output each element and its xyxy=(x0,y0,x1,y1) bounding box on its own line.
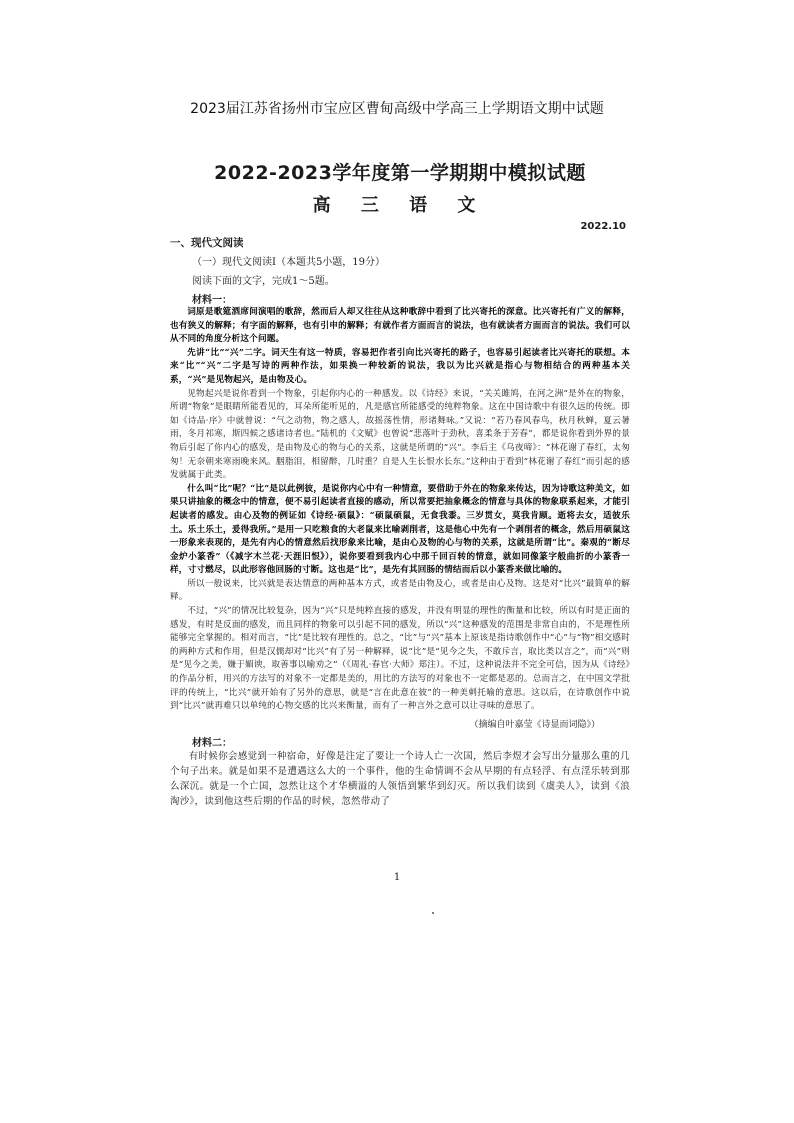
citation: （摘编自叶嘉莹《诗显而词隐》） xyxy=(469,719,600,730)
material-1-paragraph: 什么叫“比”呢？“比”是以此例彼，是说你内心中有一种情意，要借助于外在的物象来传达，因为诗歌这种美文，如果只讲抽象的概念中的情意，便不易引起读者直接的感动，所以常要把抽象概念的情意与具体的物象联系起来，才能引起读者的感发。由心及物的例证如《诗经·硕鼠》：“硕鼠硕鼠，无食我黍。三岁贯女，莫我肯顾。逝将去女，适彼乐土。乐土乐土，爰得我所。”是用一只吃粮食的大老鼠来比喻剥削者，这是他心中先有一个剥削者的概念，然后用硕鼠这一形象来表现的，是先有内心的情意然后找形象来比喻，是由心及物的心与物的关系，这就是所谓“比”。秦观的“断尽金炉小篆香”（《减字木兰花·天涯旧恨》），说你要看到我内心中那千回百转的情意，就如同像篆字般曲折的小篆香一样，寸寸燃尽，以此形容他回肠的寸断。这也是“比”，是先有其回肠的情结而后以小篆香来做比喻的。 xyxy=(170,483,630,576)
page-number: 1 xyxy=(393,872,401,883)
material-1-paragraph: 所以一般说来，比兴就是表达情意的两种基本方式，或者是由物及心，或者是由心及物。这是对“比兴”最简单的解释。 xyxy=(170,578,630,603)
document-header-title: 2023届江苏省扬州市宝应区曹甸高级中学高三上学期语文期中试题 xyxy=(190,101,604,117)
material-1-paragraph: 见物起兴是说你看到一个物象，引起你内心的一种感发。以《诗经》来说，“关关雎鸠，在河之洲”是外在的物象，所谓“物象”是眼睛所能看见的，耳朵所能听见的，凡是感官所能感受的纯粹物象。这在中国诗歌中有很久远的传统。即如《诗品·序》中就曾说：“气之动物，物之感人，故摇荡性情，形诸舞咏。”又说：“若乃春风春鸟，秋月秋蝉，夏云暑雨，冬月祁寒，斯四候之感诸诗者也。”陆机的《文赋》也曾说“悲落叶于劲秋，喜柔条于芳春”，都是说你看到外界的景物后引起了你内心的感发，是由物及心的物与心的关系，这就是所谓的“兴”。李后主《乌夜啼》：“林花谢了春红，太匆匆！无奈朝来寒雨晚来风。胭脂泪，相留醉，几时重？自是人生长恨水长东。”这种由于看到“林花谢了春红”而引起的感发就属于此类。 xyxy=(170,388,630,481)
material-1-label: 材料一： xyxy=(192,295,232,306)
material-2-label: 材料二： xyxy=(192,737,232,749)
material-1-paragraph: 不过，“兴”的情况比较复杂，因为“兴”只是纯粹直接的感发，并没有明显的理性的衡量和比较，所以有时是正面的感发，有时是反面的感发，而且同样的物象可以引起不同的感发，所以“兴”这种感发的范围是非常自由的，不是理性所能够完全掌握的。相对而言，“比”是比较有理性的。总之，“比”与“兴”基本上原该是指诗歌创作中“心”与“物”相交感时的两种方式和作用，但是汉儒却对“比兴”有了另一种解释，说“比”是“见今之失，不敢斥言，取比类以言之”，而“兴”则是“见今之美，嫌于媚谀，取善事以喻劝之”（《周礼·春官·大师》郑注）。不过，这种说法并不完全可信，因为从《诗经》的作品分析，用兴的方法写的对象不一定都是美的，用比的方法写的对象也不一定都是恶的。总而言之，在中国文学批评的传统上，“比兴”就开始有了另外的意思，就是“言在此意在彼”的一种美刺托喻的意思。这以后，在诗歌创作中说到“比兴”就再难只以单纯的心物交感的比兴来衡量，而有了一种言外之意可以让寻味的意思了。 xyxy=(170,606,630,712)
material-1-paragraph: 先讲“比”“兴”二字。词天生有这一特质，容易把作者引向比兴寄托的路子，也容易引起读者比兴寄托的联想。本来“比”“兴”二字是写诗的两种作法，如果换一种较新的说法，我以为比兴就是指心与物相结合的两种基本关系，“兴”是见物起兴，是由物及心。 xyxy=(170,347,630,385)
instruction-text: 阅读下面的文字，完成1～5题。 xyxy=(192,276,335,287)
material-2-paragraph: 有时候你会感觉到一种宿命，好像是注定了要让一个诗人亡一次国，然后李煜才会写出分量那么重的几个句子出来。就是如果不是遭遇这么大的一个事件，他的生命情调不会从早期的有点轻浮、有点淫乐转到那么深沉。就是一个亡国，忽然让这个才华横溢的人领悟到繁华到幻灭。所以我们读到《虞美人》，读到《浪淘沙》，读到他这些后期的作品的时候，忽然带动了 xyxy=(170,750,630,807)
scanned-page xyxy=(170,150,630,809)
material-1-paragraph: 词原是歌筵酒席间演唱的歌辞，然而后人却又往往从这种歌辞中看到了比兴寄托的深意。比兴寄托有广义的解释，也有狭义的解释；有字面的解释，也有引申的解释；有就作者方面而言的说法，也有就读者方面而言的说法。我们可以从不同的角度分析这个问题。 xyxy=(170,307,630,345)
scan-speck xyxy=(432,912,434,914)
subsection-heading: （一）现代文阅读Ⅰ（本题共5小题，19分） xyxy=(192,257,386,268)
section-heading: 一、现代文阅读 xyxy=(170,237,244,249)
exam-title: 2022-2023学年度第一学期期中模拟试题 xyxy=(214,162,586,184)
exam-subject: 高 三 语 文 xyxy=(312,195,488,216)
exam-date: 2022.10 xyxy=(580,221,626,232)
